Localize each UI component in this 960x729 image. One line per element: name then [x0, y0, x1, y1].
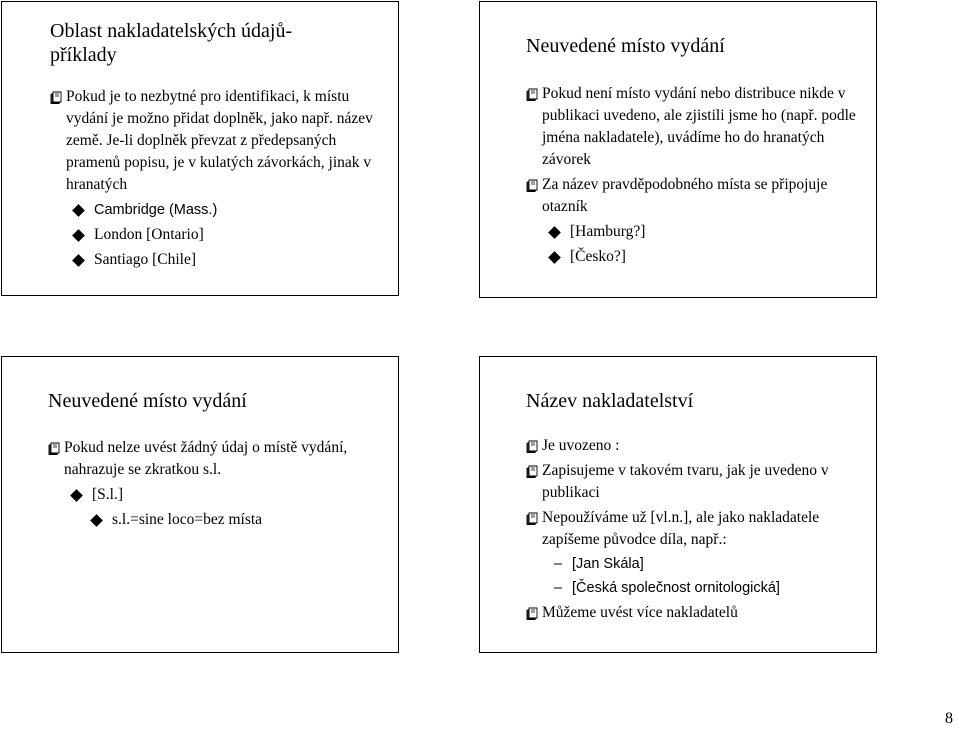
sub-bullet-item: Santiago [Chile]	[72, 249, 390, 271]
slide-title: Název nakladatelství	[526, 390, 694, 412]
dash-marker: –	[554, 556, 563, 572]
slide-1	[1, 1, 399, 296]
diamond-icon	[70, 489, 83, 502]
sub-bullet-item: Cambridge (Mass.)	[72, 199, 390, 221]
bullet-item: Pokud není místo vydání nebo distribuce nikde v publikaci uvedeno, ale zjistili jsme ho (např. podle jména nakladatele), uvádíme ho do hranatých závorek	[526, 83, 871, 171]
slide-title: Oblast nakladatelských údajů- příklady	[50, 20, 293, 66]
slide-body	[526, 435, 871, 624]
dash-item: – [Jan Skála]	[556, 553, 871, 575]
slide-title: Neuvedené místo vydání	[526, 35, 725, 57]
bullet-item: Nepoužíváme už [vl.n.], ale jako nakladatele zapíšeme původce díla, např.:	[526, 507, 871, 551]
bullet-item: Pokud je to nezbytné pro identifikaci, k místu vydání je možno přidat doplněk, jako např. název země. Je-li doplněk převzat z předepsaných pramenů popisu, je v kulatých závorkách, jinak v hranatých	[50, 86, 390, 196]
slide-title: Neuvedené místo vydání	[48, 390, 247, 412]
book-icon	[526, 464, 538, 478]
slide-body	[50, 86, 390, 271]
slide-3	[1, 356, 399, 653]
sub-bullet-item: [Hamburg?]	[548, 221, 871, 243]
diamond-icon	[90, 514, 103, 527]
bullet-item: Za název pravděpodobného místa se připojuje otazník	[526, 174, 871, 218]
book-icon	[50, 90, 62, 104]
diamond-icon	[72, 204, 85, 217]
dash-item: – [Česká společnost ornitologická]	[556, 577, 871, 599]
book-icon	[526, 87, 538, 101]
bullet-item: Zapisujeme v takovém tvaru, jak je uvedeno v publikaci	[526, 460, 871, 504]
sub-bullet-item: London [Ontario]	[72, 224, 390, 246]
book-icon	[526, 606, 538, 620]
bullet-item: Můžeme uvést více nakladatelů	[526, 602, 871, 624]
slide-body	[48, 437, 393, 531]
diamond-icon	[548, 226, 561, 239]
bullet-item: Pokud nelze uvést žádný údaj o místě vydání, nahrazuje se zkratkou s.l.	[48, 437, 393, 481]
book-icon	[526, 439, 538, 453]
book-icon	[48, 441, 60, 455]
sub-sub-bullet-item: s.l.=sine loco=bez místa	[90, 509, 393, 531]
sub-bullet-item: [S.l.]	[70, 484, 393, 506]
page-number: 8	[945, 710, 953, 727]
slide-body	[526, 83, 871, 268]
diamond-icon	[548, 251, 561, 264]
diamond-icon	[72, 229, 85, 242]
dash-marker: –	[554, 580, 563, 596]
book-icon	[526, 178, 538, 192]
slide-4	[479, 356, 877, 653]
slide-2	[479, 1, 877, 298]
diamond-icon	[72, 254, 85, 267]
bullet-item: Je uvozeno :	[526, 435, 871, 457]
book-icon	[526, 511, 538, 525]
sub-bullet-item: [Česko?]	[548, 246, 871, 268]
